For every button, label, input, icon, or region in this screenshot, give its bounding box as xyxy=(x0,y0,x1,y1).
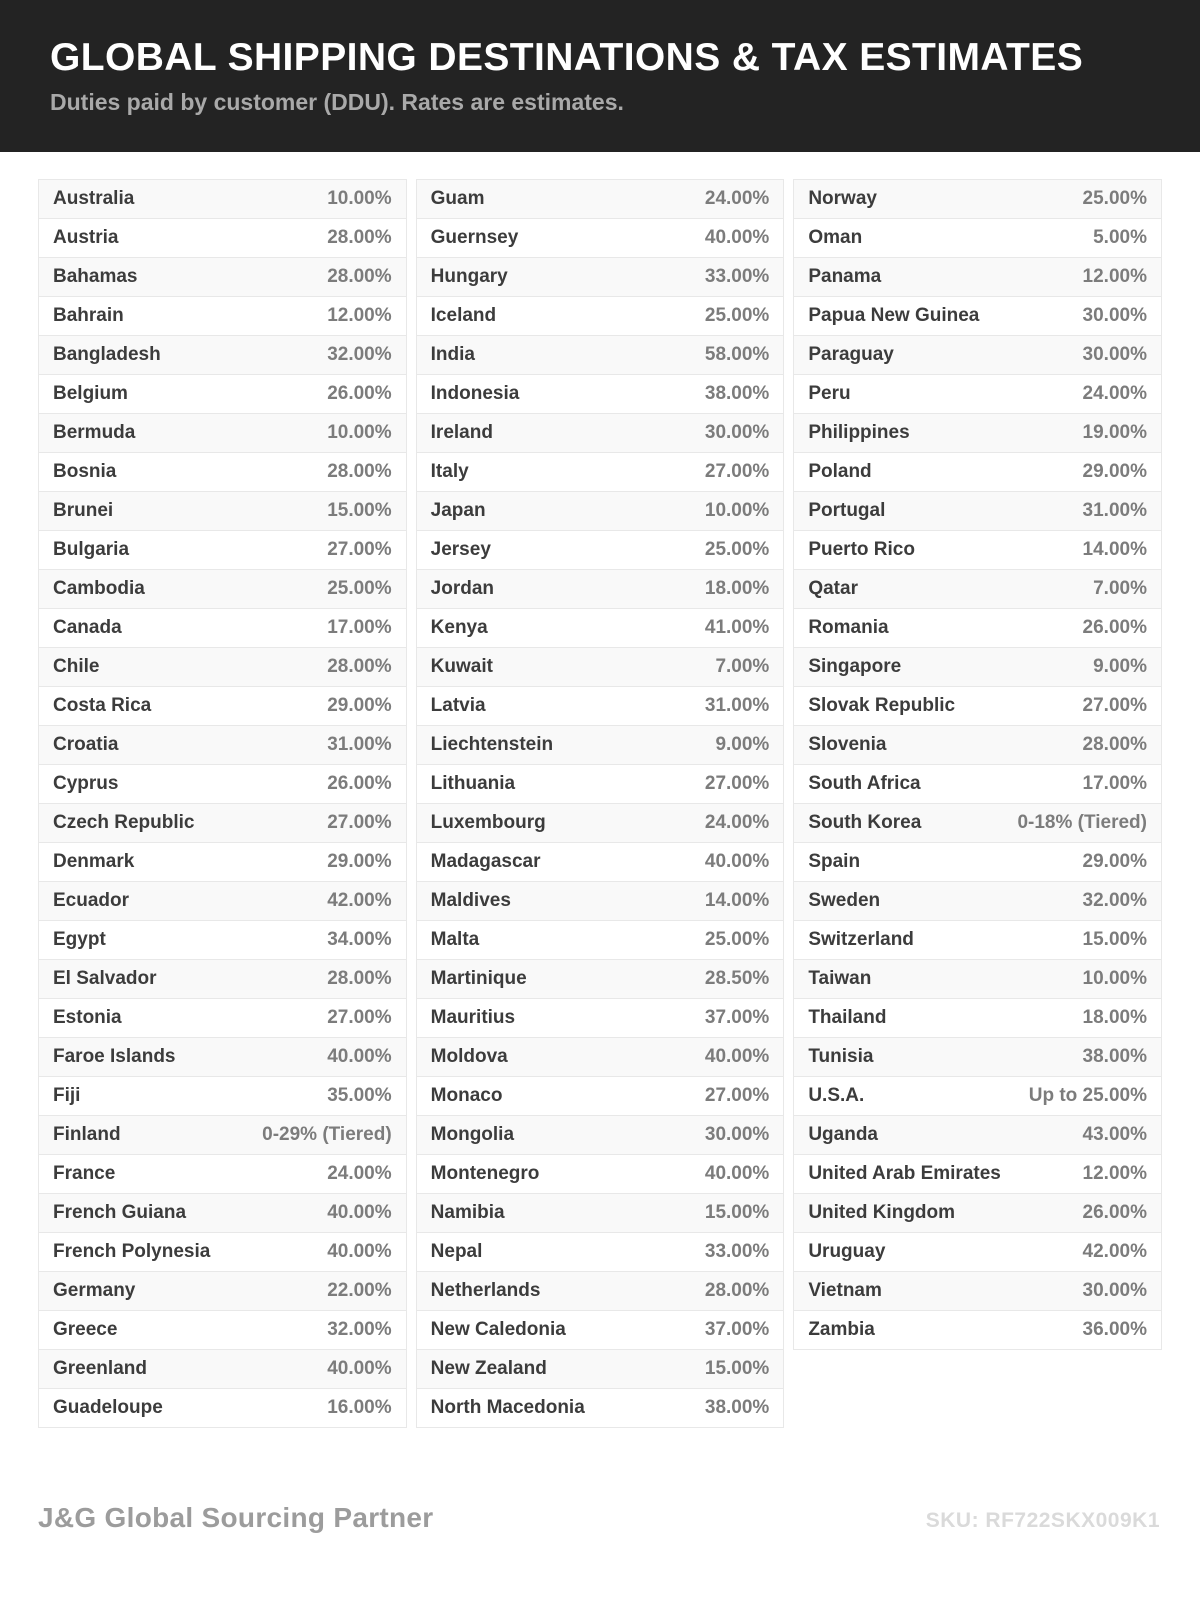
table-row xyxy=(417,414,784,453)
tax-rate: 31.00% xyxy=(1082,500,1147,521)
country-name: Taiwan xyxy=(808,968,872,989)
tax-rate: 26.00% xyxy=(1082,617,1147,638)
country-name: New Zealand xyxy=(430,1358,547,1379)
table-row xyxy=(794,1272,1161,1311)
country-name: Chile xyxy=(53,656,100,677)
tax-rate: 18.00% xyxy=(1082,1007,1147,1028)
tax-rate: 32.00% xyxy=(327,1319,392,1340)
tax-rate: 28.50% xyxy=(704,968,770,989)
table-row xyxy=(794,297,1161,336)
country-name: Portugal xyxy=(808,500,886,521)
country-name: Canada xyxy=(53,617,122,638)
table-row xyxy=(39,258,406,297)
tax-rate: 25.00% xyxy=(327,578,392,599)
country-name: Tunisia xyxy=(808,1046,874,1067)
country-name: Zambia xyxy=(808,1319,875,1340)
table-row xyxy=(794,453,1161,492)
tax-rate: 18.00% xyxy=(704,578,770,599)
tax-rate: 31.00% xyxy=(327,734,392,755)
rates-column-1 xyxy=(38,179,407,1428)
country-name: Sweden xyxy=(808,890,881,911)
table-row xyxy=(794,414,1161,453)
tax-rate: 29.00% xyxy=(1082,851,1147,872)
country-name: Luxembourg xyxy=(430,812,546,833)
country-name: Ecuador xyxy=(53,890,130,911)
table-row xyxy=(417,336,784,375)
country-name: Jersey xyxy=(430,539,491,560)
tax-rate: 22.00% xyxy=(327,1280,392,1301)
country-name: Paraguay xyxy=(808,344,894,365)
tax-rate: 31.00% xyxy=(704,695,770,716)
country-name: United Kingdom xyxy=(808,1202,956,1223)
table-row xyxy=(417,1194,784,1233)
tax-rate: 0-29% (Tiered) xyxy=(262,1124,392,1145)
country-name: Vietnam xyxy=(808,1280,882,1301)
table-row xyxy=(417,804,784,843)
country-name: Madagascar xyxy=(430,851,541,872)
tax-rate: 28.00% xyxy=(704,1280,770,1301)
table-row xyxy=(39,375,406,414)
country-name: Oman xyxy=(808,227,863,248)
tax-rate: 28.00% xyxy=(327,968,392,989)
country-name: Switzerland xyxy=(808,929,914,950)
table-row xyxy=(417,1038,784,1077)
country-name: French Polynesia xyxy=(53,1241,211,1262)
country-name: Guam xyxy=(430,188,485,209)
table-row xyxy=(417,1311,784,1350)
tax-rate: 24.00% xyxy=(327,1163,392,1184)
tax-rate: 38.00% xyxy=(704,383,770,404)
country-name: Mongolia xyxy=(430,1124,515,1145)
country-name: Poland xyxy=(808,461,872,482)
page-subtitle: Duties paid by customer (DDU). Rates are estimates. xyxy=(50,89,624,115)
table-row xyxy=(794,336,1161,375)
country-name: Greece xyxy=(53,1319,118,1340)
country-name: Japan xyxy=(430,500,486,521)
tax-rate: 27.00% xyxy=(704,461,770,482)
country-name: Kuwait xyxy=(430,656,493,677)
table-row xyxy=(794,570,1161,609)
table-row xyxy=(39,336,406,375)
tax-rate: 29.00% xyxy=(327,695,392,716)
table-row xyxy=(39,1155,406,1194)
table-row xyxy=(39,726,406,765)
country-name: Liechtenstein xyxy=(430,734,554,755)
tax-rate: 14.00% xyxy=(1082,539,1147,560)
tax-rate: 42.00% xyxy=(327,890,392,911)
country-name: Guadeloupe xyxy=(53,1397,163,1418)
table-row xyxy=(417,609,784,648)
tax-rate: 12.00% xyxy=(1082,1163,1147,1184)
tax-rate: 17.00% xyxy=(1082,773,1147,794)
country-name: Singapore xyxy=(808,656,902,677)
tax-rate: 10.00% xyxy=(1082,968,1147,989)
country-name: Guernsey xyxy=(430,227,519,248)
country-name: Indonesia xyxy=(430,383,520,404)
table-row xyxy=(417,570,784,609)
table-row xyxy=(794,960,1161,999)
country-name: Slovenia xyxy=(808,734,887,755)
table-row xyxy=(39,1233,406,1272)
tax-rate: 10.00% xyxy=(704,500,770,521)
tax-rate: 25.00% xyxy=(704,305,770,326)
tax-rate: 30.00% xyxy=(1082,344,1147,365)
table-row xyxy=(417,1272,784,1311)
tax-rate: 35.00% xyxy=(327,1085,392,1106)
table-row xyxy=(39,492,406,531)
country-name: Peru xyxy=(808,383,851,404)
country-name: Latvia xyxy=(430,695,486,716)
tax-rate: 24.00% xyxy=(704,812,770,833)
tax-rate: 17.00% xyxy=(327,617,392,638)
table-row xyxy=(39,960,406,999)
country-name: Martinique xyxy=(430,968,527,989)
table-row xyxy=(39,921,406,960)
country-name: Spain xyxy=(808,851,861,872)
country-name: Brunei xyxy=(53,500,114,521)
country-name: U.S.A. xyxy=(808,1085,865,1106)
table-row xyxy=(39,453,406,492)
country-name: Papua New Guinea xyxy=(808,305,980,326)
tax-rate-table xyxy=(38,179,1162,1428)
table-row xyxy=(39,609,406,648)
tax-rate: 28.00% xyxy=(1082,734,1147,755)
table-row xyxy=(417,960,784,999)
tax-rate: 38.00% xyxy=(1082,1046,1147,1067)
tax-rate: 10.00% xyxy=(327,188,392,209)
tax-rate: 40.00% xyxy=(327,1241,392,1262)
table-row xyxy=(794,1038,1161,1077)
table-row xyxy=(39,1389,406,1428)
country-name: Bahamas xyxy=(53,266,138,287)
table-row xyxy=(794,687,1161,726)
tax-rate: 28.00% xyxy=(327,266,392,287)
tax-rate: 26.00% xyxy=(327,773,392,794)
country-name: Qatar xyxy=(808,578,858,599)
country-name: Netherlands xyxy=(430,1280,541,1301)
table-row xyxy=(794,843,1161,882)
table-row xyxy=(417,921,784,960)
table-row xyxy=(417,1116,784,1155)
table-row xyxy=(794,726,1161,765)
page-header xyxy=(0,0,1200,152)
country-name: Estonia xyxy=(53,1007,122,1028)
tax-rate: 24.00% xyxy=(1082,383,1147,404)
country-name: Czech Republic xyxy=(53,812,195,833)
country-name: New Caledonia xyxy=(430,1319,566,1340)
brand-name: J&G Global Sourcing Partner xyxy=(38,1502,434,1533)
table-row xyxy=(39,570,406,609)
table-row xyxy=(39,765,406,804)
table-row xyxy=(39,1077,406,1116)
tax-rate: 40.00% xyxy=(704,227,770,248)
table-row xyxy=(417,1233,784,1272)
tax-rate: 27.00% xyxy=(704,1085,770,1106)
country-name: Cambodia xyxy=(53,578,145,599)
country-name: Romania xyxy=(808,617,889,638)
country-name: Finland xyxy=(53,1124,121,1145)
tax-rate: 40.00% xyxy=(327,1202,392,1223)
tax-rate: 27.00% xyxy=(1082,695,1147,716)
country-name: Uruguay xyxy=(808,1241,886,1262)
country-name: Belgium xyxy=(53,383,128,404)
table-row xyxy=(39,1194,406,1233)
tax-rate: 16.00% xyxy=(327,1397,392,1418)
country-name: South Korea xyxy=(808,812,922,833)
country-name: Iceland xyxy=(430,305,497,326)
country-name: Jordan xyxy=(430,578,495,599)
rates-column-2 xyxy=(416,179,785,1428)
country-name: Bangladesh xyxy=(53,344,161,365)
country-name: Kenya xyxy=(430,617,488,638)
tax-rate: 12.00% xyxy=(327,305,392,326)
tax-rate: 43.00% xyxy=(1082,1124,1147,1145)
tax-rate: 30.00% xyxy=(704,1124,770,1145)
tax-rate: 32.00% xyxy=(1082,890,1147,911)
tax-rate: 30.00% xyxy=(1082,305,1147,326)
table-row xyxy=(417,492,784,531)
table-row xyxy=(39,414,406,453)
table-row xyxy=(794,375,1161,414)
tax-rate: 33.00% xyxy=(704,266,770,287)
country-name: Denmark xyxy=(53,851,135,872)
country-name: Ireland xyxy=(430,422,493,443)
country-name: Cyprus xyxy=(53,773,119,794)
country-name: Malta xyxy=(430,929,480,950)
table-row xyxy=(417,180,784,219)
country-name: Costa Rica xyxy=(53,695,152,716)
table-row xyxy=(794,882,1161,921)
sku-label: SKU: RF722SKX009K1 xyxy=(925,1509,1160,1532)
tax-rate: 15.00% xyxy=(704,1202,770,1223)
tax-rate: 27.00% xyxy=(327,1007,392,1028)
tax-rate: 25.00% xyxy=(704,539,770,560)
tax-rate: 41.00% xyxy=(704,617,770,638)
country-name: Philippines xyxy=(808,422,910,443)
country-name: Lithuania xyxy=(430,773,516,794)
table-row xyxy=(417,882,784,921)
table-row xyxy=(417,219,784,258)
tax-rate: 37.00% xyxy=(704,1319,770,1340)
country-name: Greenland xyxy=(53,1358,147,1379)
table-row xyxy=(39,219,406,258)
table-row xyxy=(417,843,784,882)
country-name: Slovak Republic xyxy=(808,695,956,716)
table-row xyxy=(794,1116,1161,1155)
rates-column-3 xyxy=(793,179,1162,1350)
table-row xyxy=(39,531,406,570)
table-row xyxy=(417,726,784,765)
country-name: Montenegro xyxy=(430,1163,540,1184)
tax-rate: 29.00% xyxy=(1082,461,1147,482)
country-name: South Africa xyxy=(808,773,921,794)
table-row xyxy=(39,1272,406,1311)
country-name: Bermuda xyxy=(53,422,136,443)
table-row xyxy=(39,1350,406,1389)
table-row xyxy=(794,1311,1161,1350)
tax-rate: 28.00% xyxy=(327,461,392,482)
tax-rate: 15.00% xyxy=(1082,929,1147,950)
tax-rate: 38.00% xyxy=(704,1397,770,1418)
country-name: Uganda xyxy=(808,1124,879,1145)
tax-rate: 30.00% xyxy=(704,422,770,443)
table-row xyxy=(794,1077,1161,1116)
table-row xyxy=(39,1116,406,1155)
table-row xyxy=(39,1038,406,1077)
country-name: France xyxy=(53,1163,116,1184)
country-name: Monaco xyxy=(430,1085,503,1106)
table-row xyxy=(794,258,1161,297)
page-title: GLOBAL SHIPPING DESTINATIONS & TAX ESTIMATES xyxy=(50,36,1084,79)
tax-rate: Up to 25.00% xyxy=(1028,1085,1147,1106)
tax-rate: 0-18% (Tiered) xyxy=(1017,812,1147,833)
country-name: Norway xyxy=(808,188,877,209)
country-name: Bulgaria xyxy=(53,539,130,560)
tax-rate: 33.00% xyxy=(704,1241,770,1262)
table-row xyxy=(39,297,406,336)
tax-rate: 9.00% xyxy=(715,734,770,755)
country-name: Maldives xyxy=(430,890,511,911)
table-row xyxy=(417,687,784,726)
tax-rate: 5.00% xyxy=(1093,227,1147,248)
tax-rate: 7.00% xyxy=(715,656,770,677)
country-name: North Macedonia xyxy=(430,1397,585,1418)
tax-rate: 28.00% xyxy=(327,227,392,248)
table-row xyxy=(794,765,1161,804)
table-row xyxy=(39,804,406,843)
table-row xyxy=(39,999,406,1038)
table-row xyxy=(417,1389,784,1428)
country-name: Mauritius xyxy=(430,1007,516,1028)
table-row xyxy=(794,180,1161,219)
tax-rate: 27.00% xyxy=(327,812,392,833)
country-name: Austria xyxy=(53,227,119,248)
tax-rate: 40.00% xyxy=(704,1163,770,1184)
tax-rate: 26.00% xyxy=(327,383,392,404)
country-name: India xyxy=(430,344,475,365)
country-name: Bahrain xyxy=(53,305,124,326)
table-row xyxy=(39,648,406,687)
table-row xyxy=(417,1077,784,1116)
tax-rate: 14.00% xyxy=(704,890,770,911)
country-name: El Salvador xyxy=(53,968,157,989)
country-name: Hungary xyxy=(430,266,508,287)
table-row xyxy=(417,1350,784,1389)
country-name: Croatia xyxy=(53,734,119,755)
table-row xyxy=(417,297,784,336)
country-name: Australia xyxy=(53,188,135,209)
tax-rate: 24.00% xyxy=(704,188,770,209)
tax-rate: 29.00% xyxy=(327,851,392,872)
table-row xyxy=(794,492,1161,531)
tax-rate: 37.00% xyxy=(704,1007,770,1028)
table-row xyxy=(417,1155,784,1194)
tax-rate: 25.00% xyxy=(704,929,770,950)
table-row xyxy=(39,882,406,921)
tax-rate: 25.00% xyxy=(1082,188,1147,209)
table-row xyxy=(39,843,406,882)
country-name: Bosnia xyxy=(53,461,117,482)
country-name: United Arab Emirates xyxy=(808,1163,1001,1184)
tax-rate: 19.00% xyxy=(1082,422,1147,443)
table-row xyxy=(794,648,1161,687)
table-row xyxy=(794,531,1161,570)
table-row xyxy=(39,180,406,219)
table-row xyxy=(417,648,784,687)
tax-rate: 12.00% xyxy=(1082,266,1147,287)
table-row xyxy=(794,219,1161,258)
table-row xyxy=(39,1311,406,1350)
country-name: Fiji xyxy=(53,1085,81,1106)
country-name: Italy xyxy=(430,461,469,482)
tax-rate: 34.00% xyxy=(327,929,392,950)
country-name: Panama xyxy=(808,266,882,287)
table-row xyxy=(417,375,784,414)
page-footer xyxy=(38,1502,1160,1534)
tax-rate: 15.00% xyxy=(704,1358,770,1379)
table-row xyxy=(417,765,784,804)
country-name: Germany xyxy=(53,1280,136,1301)
table-row xyxy=(794,804,1161,843)
country-name: Thailand xyxy=(808,1007,887,1028)
tax-rate: 40.00% xyxy=(327,1358,392,1379)
table-row xyxy=(417,531,784,570)
tax-rate: 30.00% xyxy=(1082,1280,1147,1301)
table-row xyxy=(794,609,1161,648)
tax-rate: 40.00% xyxy=(704,1046,770,1067)
country-name: Moldova xyxy=(430,1046,508,1067)
table-row xyxy=(794,1194,1161,1233)
country-name: French Guiana xyxy=(53,1202,187,1223)
country-name: Nepal xyxy=(430,1241,483,1262)
tax-rate: 27.00% xyxy=(704,773,770,794)
tax-rate: 36.00% xyxy=(1082,1319,1147,1340)
tax-rate: 26.00% xyxy=(1082,1202,1147,1223)
table-row xyxy=(417,453,784,492)
tax-rate: 40.00% xyxy=(327,1046,392,1067)
tax-rate: 9.00% xyxy=(1093,656,1147,677)
table-row xyxy=(417,258,784,297)
country-name: Namibia xyxy=(430,1202,505,1223)
country-name: Puerto Rico xyxy=(808,539,915,560)
tax-rate: 27.00% xyxy=(327,539,392,560)
tax-rate: 15.00% xyxy=(327,500,392,521)
table-row xyxy=(794,1155,1161,1194)
table-row xyxy=(417,999,784,1038)
tax-rate: 58.00% xyxy=(704,344,770,365)
table-row xyxy=(794,999,1161,1038)
table-row xyxy=(39,687,406,726)
country-name: Egypt xyxy=(53,929,106,950)
tax-rate: 32.00% xyxy=(327,344,392,365)
tax-rate: 28.00% xyxy=(327,656,392,677)
table-row xyxy=(794,921,1161,960)
tax-rate: 10.00% xyxy=(327,422,392,443)
tax-rate: 42.00% xyxy=(1082,1241,1147,1262)
country-name: Faroe Islands xyxy=(53,1046,176,1067)
tax-rate: 40.00% xyxy=(704,851,770,872)
table-row xyxy=(794,1233,1161,1272)
tax-rate: 7.00% xyxy=(1093,578,1147,599)
